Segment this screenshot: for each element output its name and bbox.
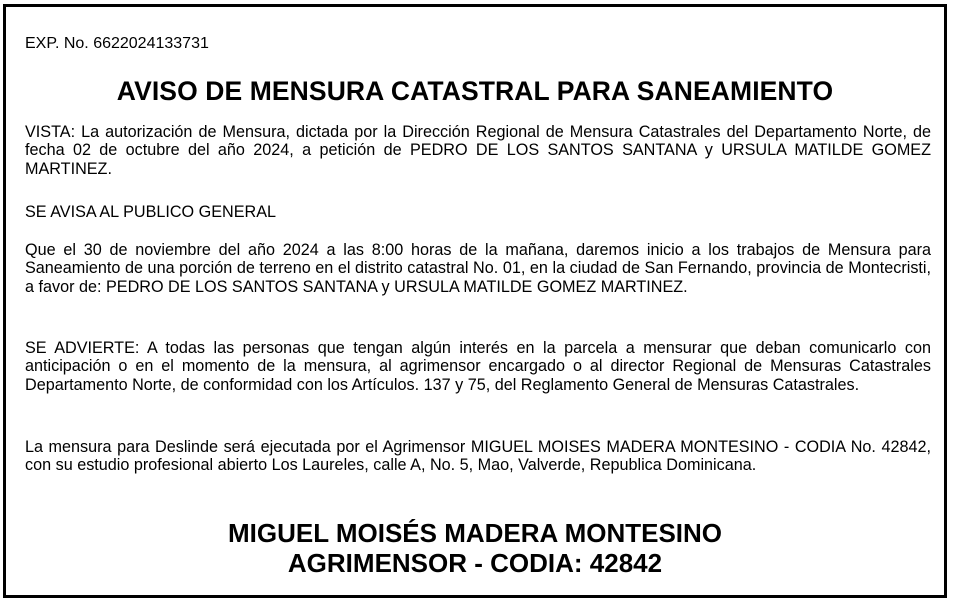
signature-name: MIGUEL MOISÉS MADERA MONTESINO [227, 518, 723, 548]
paragraph-fecha: Que el 30 de noviembre del año 2024 a las 8:00 horas de la mañana, daremos inicio a los trabajos de Mensura para Saneamiento de una porción de terreno en el distrito catastral No. 01, en la ciudad de San Fernando, provincia de Montecristi, a favor de: PEDRO DE LOS SANTOS SANTANA y URSULA MATILDE GOMEZ MARTINEZ. [25, 241, 931, 296]
signature-block [6, 518, 944, 578]
signature-credential: AGRIMENSOR - CODIA: 42842 [287, 548, 663, 578]
paragraph-aviso: SE AVISA AL PUBLICO GENERAL [25, 203, 277, 221]
paragraph-vista: VISTA: La autorización de Mensura, dictada por la Dirección Regional de Mensura Catastrales del Departamento Norte, de fecha 02 de octubre del año 2024, a petición de PEDRO DE LOS SANTOS SANTANA y URSULA MATILDE GOMEZ MARTINEZ. [25, 123, 931, 178]
notice-title: AVISO DE MENSURA CATASTRAL PARA SANEAMIENTO [116, 76, 834, 106]
expedient-number: EXP. No. 6622024133731 [25, 35, 209, 52]
paragraph-advierte: SE ADVIERTE: A todas las personas que tengan algún interés en la parcela a mensurar que deban comunicarlo con anticipación o en el momento de la mensura, al agrimensor encargado o al director Regional de Mensuras Catastrales Departamento Norte, de conformidad con los Artículos. 137 y 75, del Reglamento General de Mensuras Catastrales. [25, 339, 931, 394]
legal-notice [3, 4, 947, 598]
paragraph-agrimensor: La mensura para Deslinde será ejecutada por el Agrimensor MIGUEL MOISES MADERA MONTESINO - CODIA No. 42842, con su estudio profesional abierto Los Laureles, calle A, No. 5, Mao, Valverde, Republica Dominicana. [25, 438, 931, 475]
